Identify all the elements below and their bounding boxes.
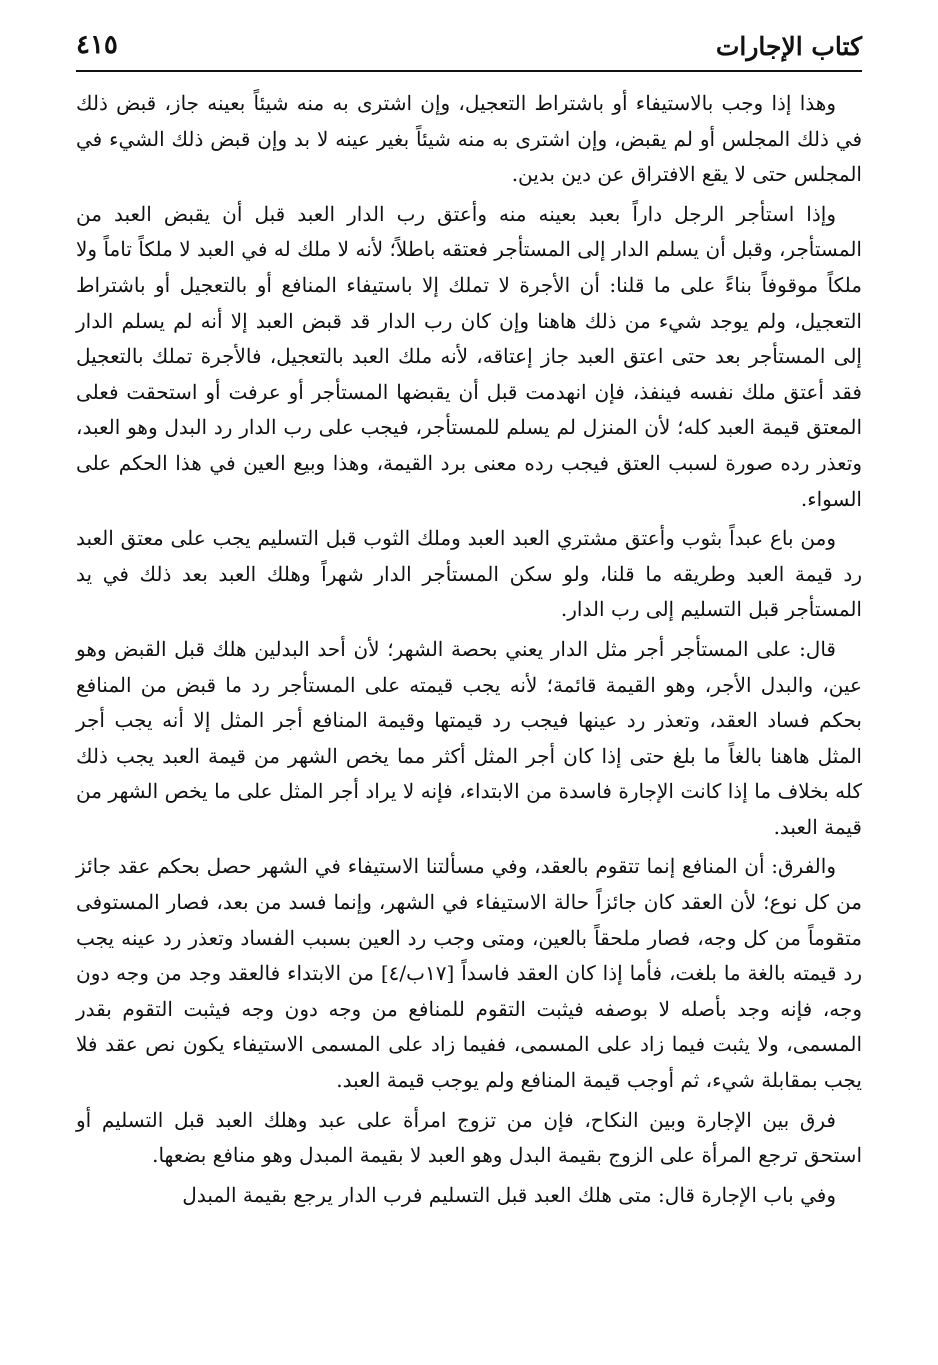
page-body xyxy=(76,86,862,1217)
paragraph-1: وهذا إذا وجب بالاستيفاء أو باشتراط التعجيل، وإن اشترى به منه شيئاً بعينه جاز، قبض ذلك في ذلك المجلس أو لم يقبض، وإن اشترى به منه شيئاً بغير عينه لا بد وإن قبض ذلك الشيء في المجلس حتى لا يقع الافتراق عن دين بدين. xyxy=(76,91,863,187)
paragraph-6: فرق بين الإجارة وبين النكاح، فإن من تزوج امرأة على عبد وهلك العبد قبل التسليم أو استحق ترجع المرأة على الزوج بقيمة البدل وهو العبد لا بقيمة المبدل وهو منافع بضعها. xyxy=(76,1107,862,1168)
paragraph-5: والفرق: أن المنافع إنما تتقوم بالعقد، وفي مسألتنا الاستيفاء في الشهر حصل بحكم عقد جائز من كل نوع؛ لأن العقد كان جائزاً حالة الاستيفاء في الشهر، وإنما فسد من بعد، فصار المستوفى متقوماً من كل وجه، فصار ملحقاً بالعين، ومتى وجب رد العين بسبب الفساد وتعذر رد عينه يجب رد قيمته بالغة ما بلغت، فأما إذا كان العقد فاسداً [١٧ب/٤] من الابتداء فالعقد وجد من وجه دون وجه، فإنه وجد بأصله لا بوصفه فيثبت التقوم للمنافع من وجه دون وجه فيثبت التقوم بقدر المسمى، ولا يثبت فيما زاد على المسمى، ففيما زاد على المسمى الاستيفاء يكون نص عقد فلا يجب بمقابلة شيء، ثم أوجب قيمة المنافع ولم يوجب قيمة العبد. xyxy=(76,854,862,1093)
paragraph-4: قال: على المستأجر أجر مثل الدار يعني بحصة الشهر؛ لأن أحد البدلين هلك قبل القبض وهو عين، والبدل الأجر، وهو القيمة قائمة؛ لأنه يجب قيمته على المستأجر رد ما قبض من المنافع بحكم فساد العقد، وتعذر رد عينها فيجب رد قيمتها وقيمة المنافع أجر المثل إلا أنه يجب أجر المثل هاهنا بالغاً ما بلغ حتى إذا كان أجر المثل أكثر مما يخص الشهر من قيمة العبد يجب ذلك كله بخلاف ما إذا كانت الإجارة فاسدة من الابتداء، فإنه لا يراد أجر المثل على ما يخص الشهر من قيمة العبد. xyxy=(76,636,863,839)
chapter-title: كتاب الإجارات xyxy=(715,32,862,61)
paragraph-2: وإذا استأجر الرجل داراً بعبد بعينه منه وأعتق رب الدار العبد قبل أن يقبض العبد من المستأجر، وقبل أن يسلم الدار إلى المستأجر فعتقه باطلاً؛ لأنه لا ملك له في العبد لا ملكاً تاماً ولا ملكاً موقوفاً بناءً على ما قلنا: أن الأجرة لا تملك إلا باستيفاء المنافع أو بالتعجيل أو باشتراط التعجيل، ولم يوجد شيء من ذلك هاهنا وإن كان رب الدار قد قبض العبد إلا أنه لم يسلم الدار إلى المستأجر بعد حتى اعتق العبد جاز إعتاقه، لأنه ملك العبد بالتعجيل، فالأجرة تملك بالتعجيل فقد أعتق ملك نفسه فينفذ، فإن انهدمت قبل أن يقبضها المستأجر أو عرفت أو استحقت فعلى المعتق قيمة العبد كله؛ لأن المنزل لم يسلم للمستأجر، فيجب على رب الدار رد البدل وهو العبد، وتعذر رده صورة لسبب العتق فيجب رده معنى برد القيمة، وهذا وبيع العين في هذا الحكم على السواء. xyxy=(76,201,862,511)
page-number: ٤١٥ xyxy=(76,30,118,60)
page-header xyxy=(76,24,862,72)
paragraph-3: ومن باع عبداً بثوب وأعتق مشتري العبد العبد وملك الثوب قبل التسليم يجب على معتق العبد رد قيمة العبد وطريقه ما قلنا، ولو سكن المستأجر الدار شهراً وهلك العبد بعد ذلك في يد المستأجر قبل التسليم إلى رب الدار. xyxy=(76,526,862,622)
paragraph-7: وفي باب الإجارة قال: متى هلك العبد قبل التسليم فرب الدار يرجع بقيمة المبدل xyxy=(182,1182,836,1207)
